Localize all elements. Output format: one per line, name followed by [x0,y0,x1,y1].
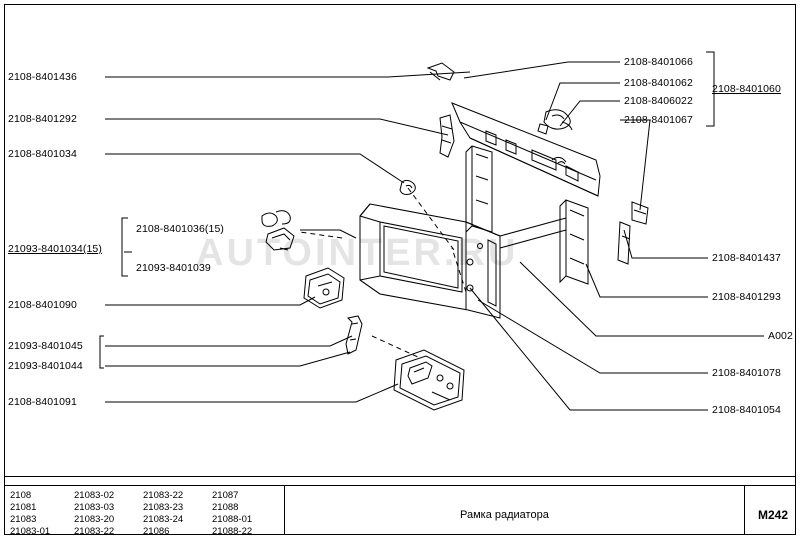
callout-2108-8401090: 2108-8401090 [8,299,77,311]
callout-2108-8401034: 2108-8401034 [8,148,77,160]
footer-col2-row2: 21083-03 [74,502,115,513]
footer-col2-row3: 21083-20 [74,514,115,525]
callout-2108-8401060: 2108-8401060 [712,83,781,95]
callout-21093-8401034-15: 21093-8401034(15) [8,243,102,255]
callout-2108-8401437: 2108-8401437 [712,252,781,264]
footer-col4-row2: 21088 [212,502,239,513]
footer-col3-row3: 21083-24 [143,514,184,525]
callout-2108-8401062: 2108-8401062 [624,77,693,89]
footer-col3-row2: 21083-23 [143,502,184,513]
sheet-code: M242 [758,508,789,522]
callout-2108-8401067: 2108-8401067 [624,114,693,126]
callout-2108-8401036-15: 2108-8401036(15) [136,223,225,235]
footer-col4-row4: 21088-22 [212,526,253,537]
callout-2108-8401292: 2108-8401292 [8,113,77,125]
footer-col3-row4: 21086 [143,526,170,537]
callout-21093-8401045: 21093-8401045 [8,340,83,352]
footer-col3-row1: 21083-22 [143,490,184,501]
footer-col4-row1: 21087 [212,490,239,501]
footer-vertical-rule-1 [284,485,285,534]
footer-vertical-rule-2 [744,485,745,534]
callout-2108-8401293: 2108-8401293 [712,291,781,303]
footer-col1-row2: 21081 [10,502,37,513]
callout-2108-8406022: 2108-8406022 [624,95,693,107]
footer-col2-row4: 21083-22 [74,526,115,537]
watermark: AUTOINTER.RU [196,232,519,274]
callout-2108-8401091: 2108-8401091 [8,396,77,408]
callout-2108-8401078: 2108-8401078 [712,367,781,379]
callout-a002: A002 [768,330,793,342]
footer-col4-row3: 21088-01 [212,514,253,525]
drawing-title: Рамка радиатора [460,509,549,521]
footer-col2-row1: 21083-02 [74,490,115,501]
footer-col1-row1: 2108 [10,490,32,501]
footer-col1-row3: 21083 [10,514,37,525]
callout-2108-8401436: 2108-8401436 [8,71,77,83]
footer-top-rule [5,476,795,477]
callout-2108-8401066: 2108-8401066 [624,56,693,68]
callout-21093-8401039: 21093-8401039 [136,262,211,274]
footer-col1-row4: 21083-01 [10,526,51,537]
callout-21093-8401044: 21093-8401044 [8,360,83,372]
footer-second-rule [5,485,795,486]
callout-2108-8401054: 2108-8401054 [712,404,781,416]
